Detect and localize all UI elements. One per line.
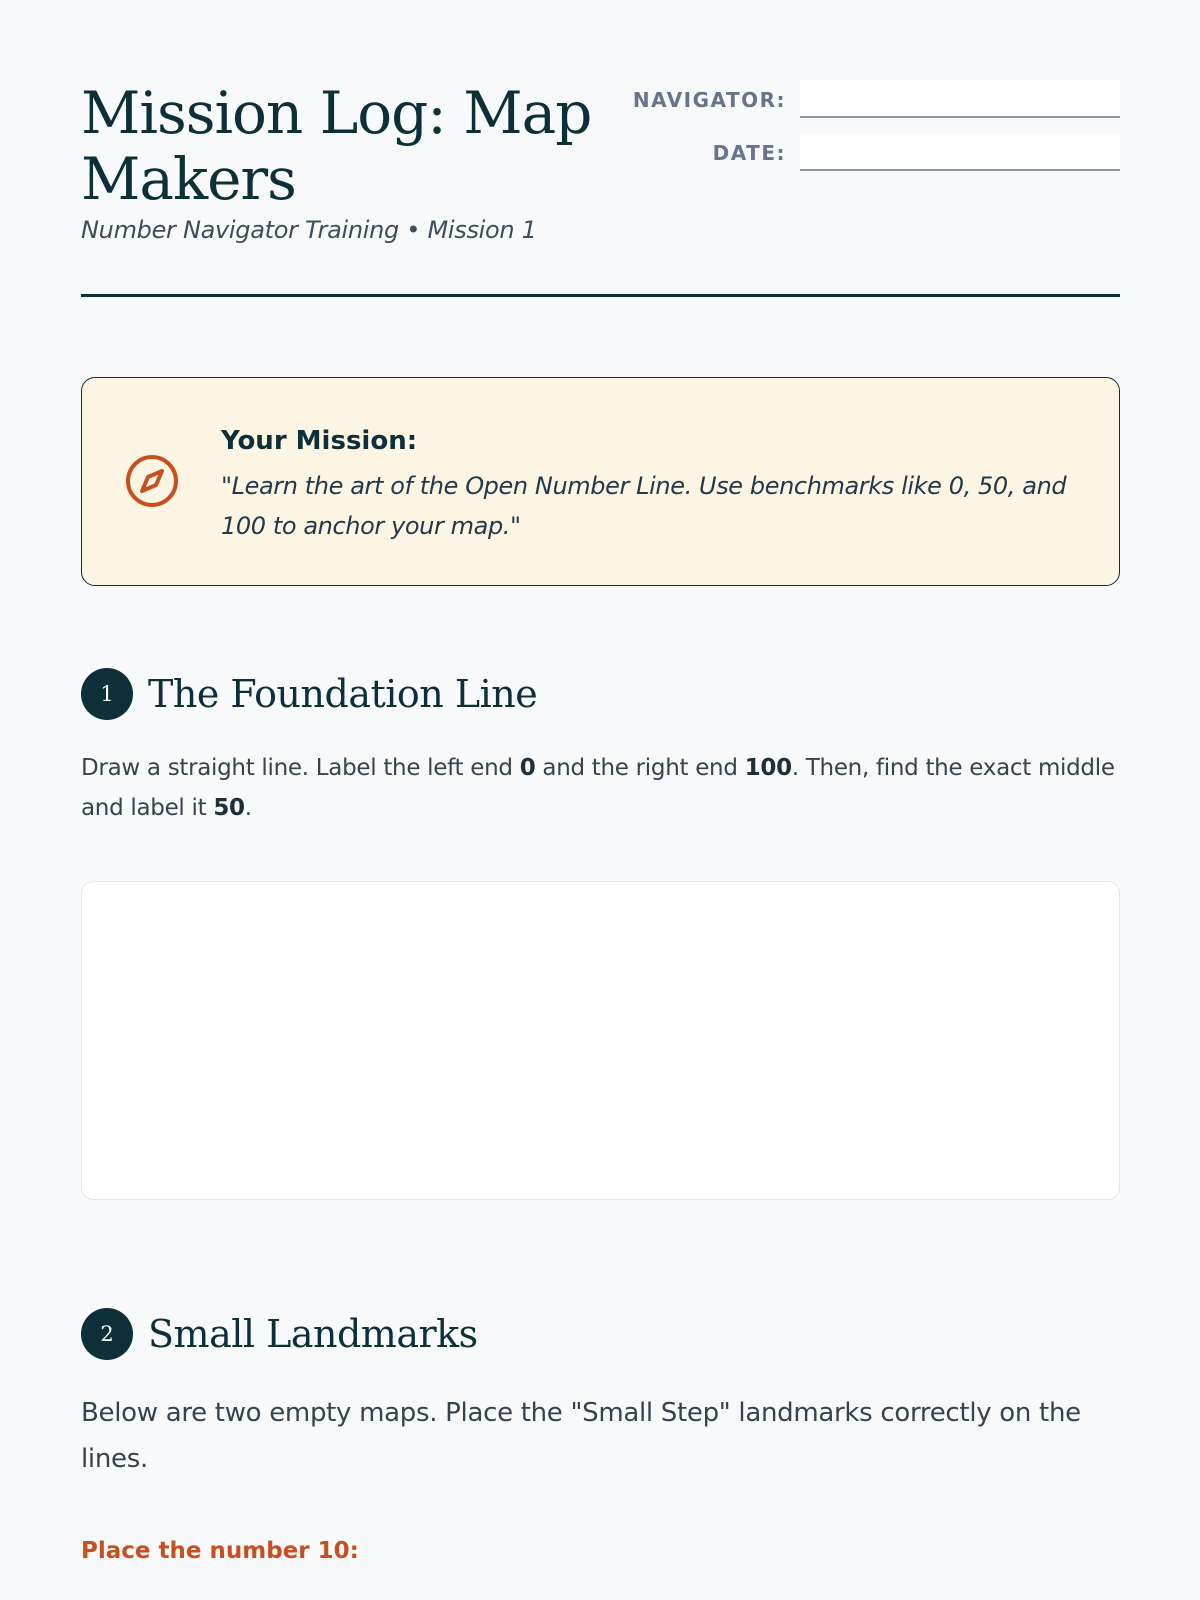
- navigator-label: NAVIGATOR:: [632, 88, 786, 112]
- section-2-title: Small Landmarks: [148, 1312, 478, 1356]
- page-subtitle: Number Navigator Training • Mission 1: [81, 216, 537, 244]
- section-2-badge: 2: [81, 1308, 133, 1360]
- section-2-instructions: Below are two empty maps. Place the "Small Step" landmarks correctly on the lines.: [81, 1398, 1081, 1474]
- date-field[interactable]: [800, 133, 1120, 171]
- mission-heading: Your Mission:: [221, 426, 418, 456]
- worksheet-page: [81, 0, 1120, 1600]
- header-divider: [81, 294, 1120, 297]
- page-title: Mission Log: Map Makers: [81, 79, 592, 213]
- section-1-instructions: Draw a straight line. Label the left end 0 and the right end 100. Then, find the exact middle and label it 50.: [81, 755, 1115, 821]
- section-1-badge: 1: [81, 668, 133, 720]
- date-label: DATE:: [712, 141, 786, 165]
- drawing-area[interactable]: [81, 881, 1120, 1200]
- place-number-label: Place the number 10:: [81, 1538, 359, 1564]
- mission-box: [81, 377, 1120, 586]
- section-1-header: [81, 668, 537, 720]
- navigator-row: [633, 80, 1120, 118]
- date-row: [713, 133, 1120, 171]
- compass-icon: [124, 453, 180, 509]
- section-1-title: The Foundation Line: [148, 672, 538, 716]
- section-2-header: [81, 1308, 478, 1360]
- navigator-field[interactable]: [800, 80, 1120, 118]
- mission-text: "Learn the art of the Open Number Line. Use benchmarks like 0, 50, and 100 to anchor your map.": [221, 472, 1067, 540]
